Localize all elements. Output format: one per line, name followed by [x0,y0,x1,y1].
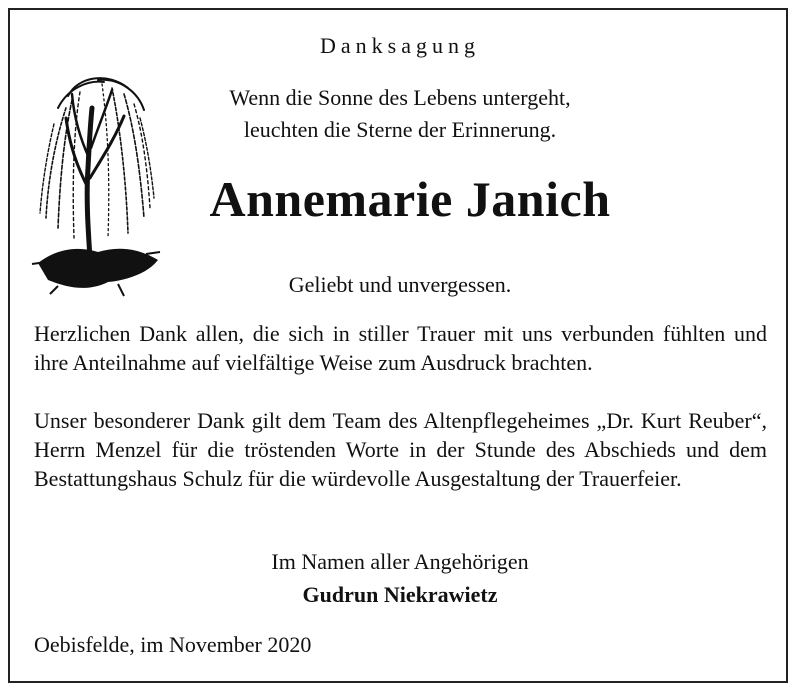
heading-danksagung: Danksagung [320,33,480,58]
quote-line-2: leuchten die Sterne der Erinnerung. [243,117,557,142]
deceased-name: Annemarie Janich [209,171,611,227]
thanks-paragraph: Herzlichen Dank allen, die sich in stiller Trauer mit uns verbunden fühlten und ihre Anteilnahme auf vielfältige Weise zum Ausdruck brachten. [34,321,767,375]
place-date: Oebisfelde, im November 2020 [34,632,312,657]
signature-name: Gudrun Niekrawietz [302,582,498,607]
weeping-willow-icon [28,68,163,300]
special-thanks-paragraph: Unser besonderer Dank gilt dem Team des Altenpflegeheimes „Dr. Kurt Reuber“, Herrn Menzel für die tröstenden Worte in der Stunde des Abschieds und dem Bestattungshaus Schulz für die würdevolle Ausgestaltung der Trauerfeier. [34,408,767,491]
quote-line-1: Wenn die Sonne des Lebens untergeht, [229,85,571,110]
signature-line: Im Namen aller Angehörigen [271,549,529,574]
motto: Geliebt und unvergessen. [288,272,512,297]
